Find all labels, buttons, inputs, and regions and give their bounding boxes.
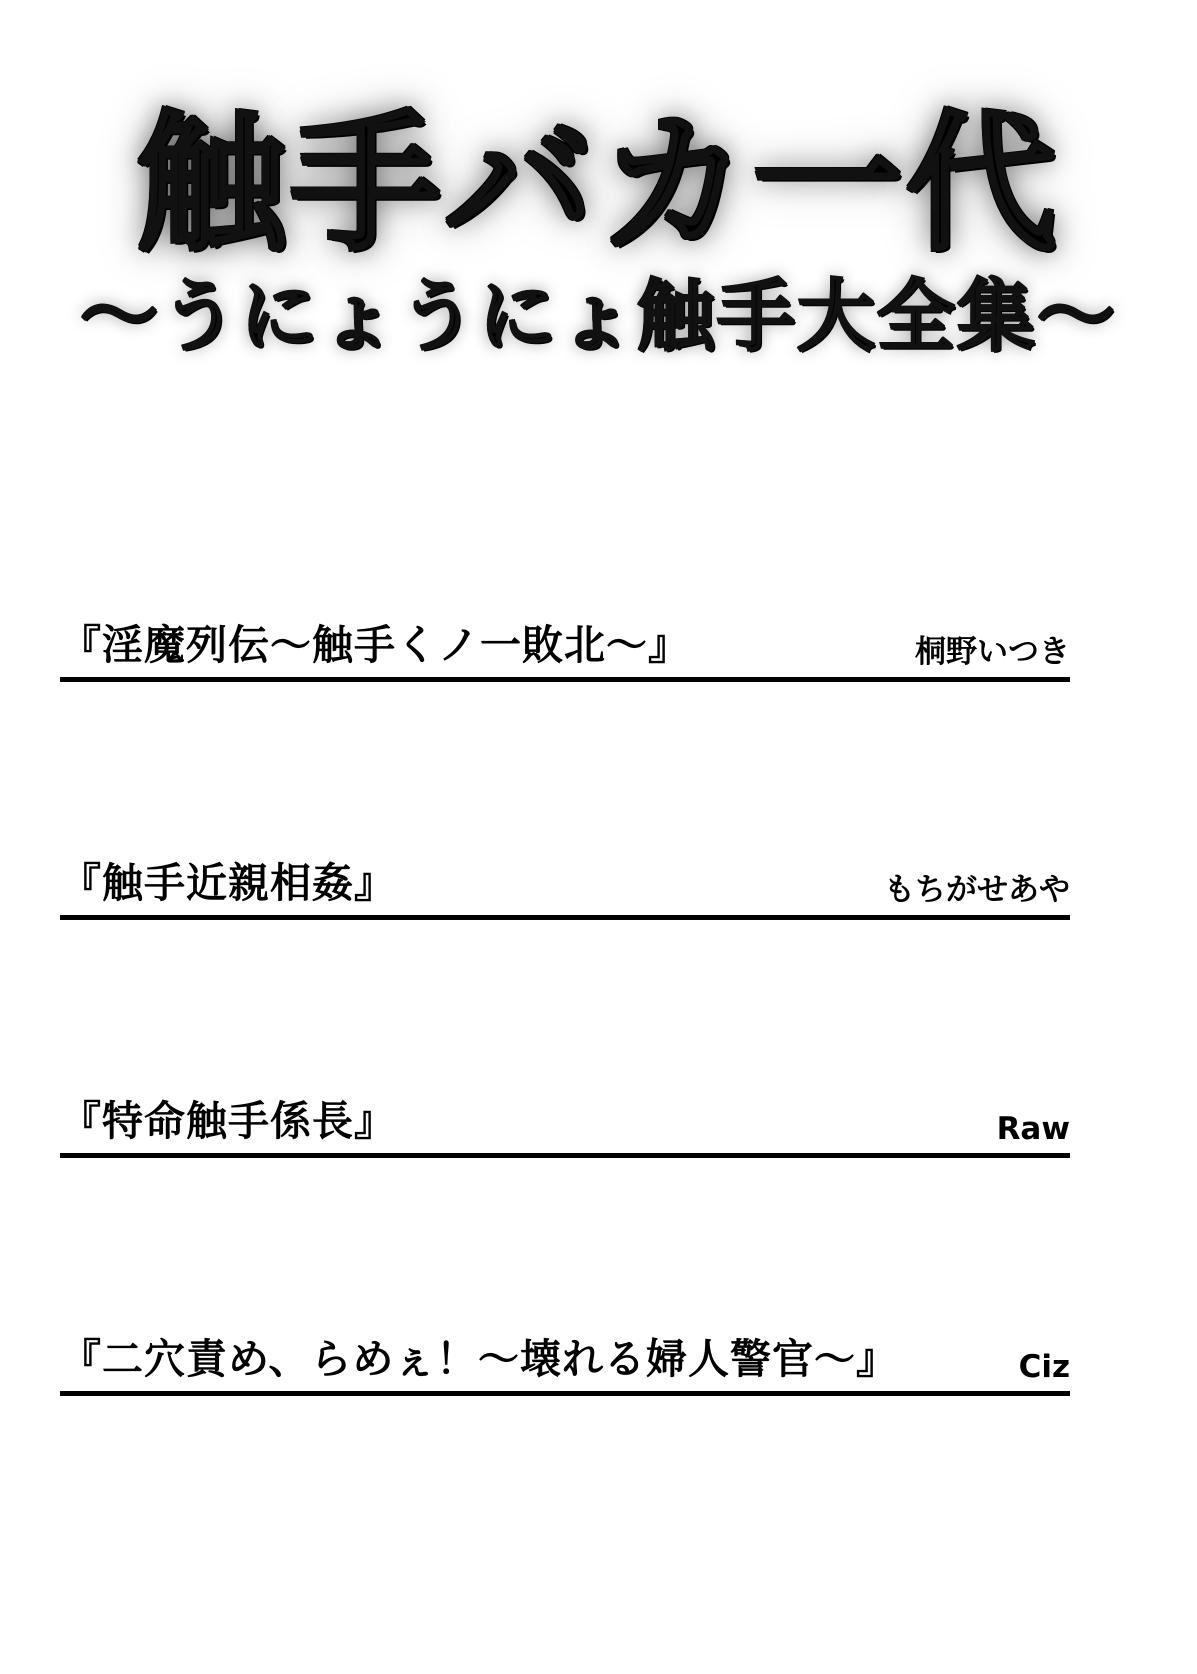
page-title: 触手バカ一代 bbox=[0, 110, 1197, 260]
toc-row bbox=[60, 1088, 1070, 1158]
toc-entry-author: Raw bbox=[996, 1111, 1070, 1147]
list-item bbox=[60, 1326, 1070, 1564]
toc-entry-author: 桐野いつき bbox=[915, 634, 1070, 670]
toc-entry-title: 『二穴責め、らめぇ！〜壊れる婦人警官〜』 bbox=[60, 1335, 898, 1383]
list-item bbox=[60, 612, 1070, 850]
toc-entry-author: もちがせあや bbox=[884, 872, 1070, 908]
toc-row bbox=[60, 1326, 1070, 1396]
toc-entry-author: Ciz bbox=[1018, 1349, 1070, 1385]
toc-row bbox=[60, 612, 1070, 682]
toc-entry-title: 『触手近親相姦』 bbox=[60, 859, 396, 907]
list-item bbox=[60, 1088, 1070, 1326]
toc-row bbox=[60, 850, 1070, 920]
table-of-contents bbox=[60, 612, 1070, 1564]
page-subtitle: 〜うにょうにょ触手大全集〜 bbox=[0, 278, 1197, 356]
toc-entry-title: 『淫魔列伝〜触手くノ一敗北〜』 bbox=[60, 621, 690, 669]
toc-entry-title: 『特命触手係長』 bbox=[60, 1097, 396, 1145]
list-item bbox=[60, 850, 1070, 1088]
cover-title-block bbox=[0, 98, 1197, 362]
